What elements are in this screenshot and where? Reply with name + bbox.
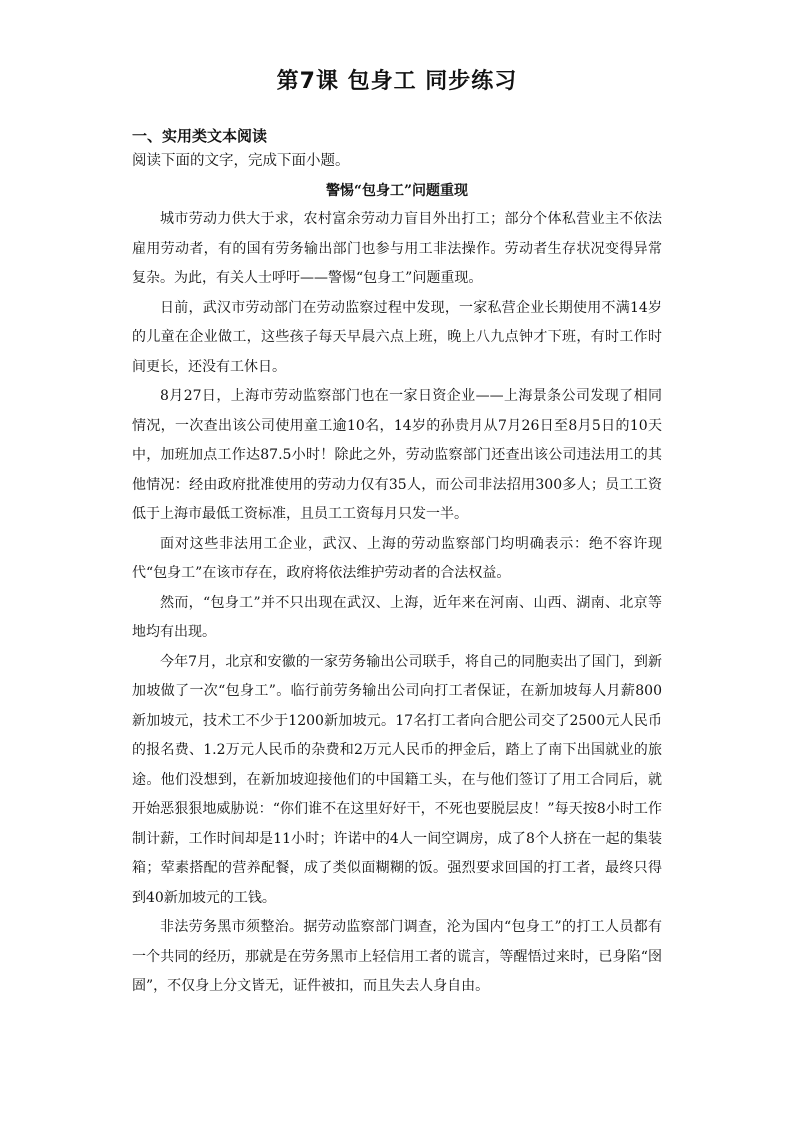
article-body [132, 205, 662, 1002]
document-title: 第7课 包身工 同步练习 [276, 69, 518, 94]
paragraph: 今年7月，北京和安徽的一家劳务输出公司联手，将自己的同胞卖出了国门，到新加坡做了一次“包身工”。临行前劳务输出公司向打工者保证，在新加坡每人月薪800新加坡元，技术工不少于1200新加坡元。17名打工者向合肥公司交了2500元人民币的报名费、1.2万元人民币的杂费和2万元人民币的押金后，踏上了南下出国就业的旅途。他们没想到，在新加坡迎接他们的中国籍工头，在与他们签订了用工合同后，就开始恶狠狠地威胁说：“你们谁不在这里好好干，不死也要脱层皮！”每天按8小时工作制计薪，工作时间却是11小时；许诺中的4人一间空调房，成了8个人挤在一起的集装箱；荤素搭配的营养配餐，成了类似面糊糊的饭。强烈要求回国的打工者，最终只得到40新加坡元的工钱。 [132, 653, 662, 906]
section-heading: 一、实用类文本阅读 [132, 127, 268, 145]
paragraph: 城市劳动力供大于求，农村富余劳动力盲目外出打工；部分个体私营业主不依法雇用劳动者，有的国有劳务输出部门也参与用工非法操作。劳动者生存状况变得异常复杂。为此，有关人士呼吁——警惕“包身工”问题重现。 [132, 211, 662, 286]
paragraph: 非法劳务黑市须整治。据劳动监察部门调查，沦为国内“包身工”的打工人员都有一个共同的经历，那就是在劳务黑市上轻信用工者的谎言，等醒悟过来时，已身陷“囹圄”，不仅身上分文皆无，证件被扣，而且失去人身自由。 [132, 919, 662, 994]
reading-instruction: 阅读下面的文字，完成下面小题。 [132, 153, 350, 169]
paragraph: 日前，武汉市劳动部门在劳动监察过程中发现，一家私营企业长期使用不满14岁的儿童在企业做工，这些孩子每天早晨六点上班，晚上八九点钟才下班，有时工作时间更长，还没有工休日。 [132, 299, 662, 375]
paragraph: 然而，“包身工”并不只出现在武汉、上海，近年来在河南、山西、湖南、北京等地均有出现。 [132, 594, 662, 640]
paragraph: 8月27日，上海市劳动监察部门也在一家日资企业——上海景条公司发现了相同情况，一次查出该公司使用童工逾10名，14岁的孙贵月从7月26日至8月5日的10天中，加班加点工作达87.5小时！除此之外，劳动监察部门还查出该公司违法用工的其他情况：经由政府批准使用的劳动力仅有35人，而公司非法招用300多人；员工工资低于上海市最低工资标准，且员工工资每月只发一半。 [132, 388, 662, 522]
paragraph: 面对这些非法用工企业，武汉、上海的劳动监察部门均明确表示：绝不容许现代“包身工”在该市存在，政府将依法维护劳动者的合法权益。 [132, 535, 662, 581]
article-title: 警惕“包身工”问题重现 [325, 183, 469, 199]
